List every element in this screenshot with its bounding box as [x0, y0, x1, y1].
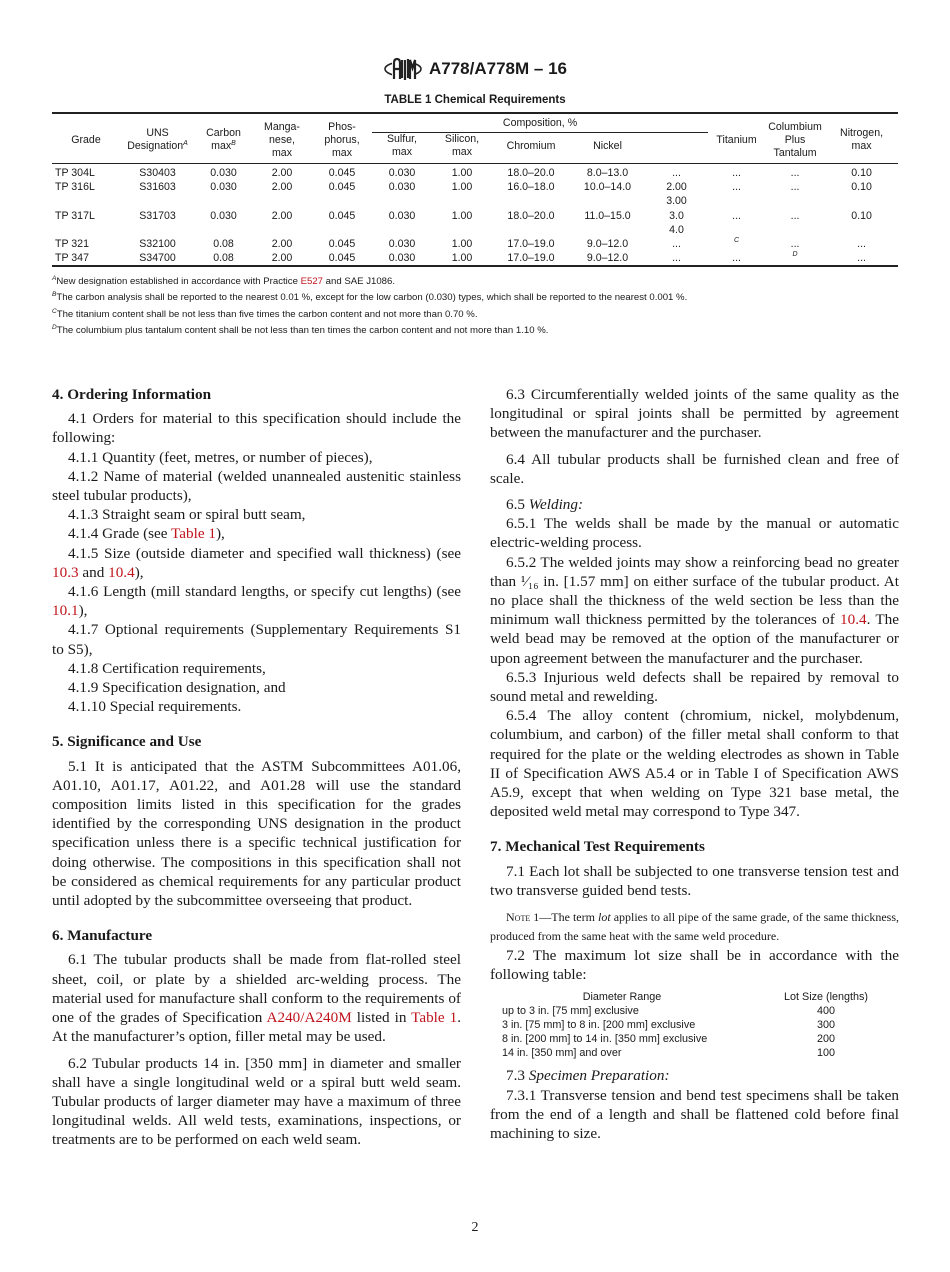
text-run: ),: [134, 563, 144, 581]
page-number: 2: [471, 1220, 479, 1235]
table-cell: 1.00: [451, 181, 473, 194]
diameter-range: 14 in. [350 mm] and over: [502, 1047, 622, 1060]
table-cell: 0.08: [213, 238, 234, 251]
text-run: and: [78, 563, 109, 581]
table-cell: 1.00: [451, 209, 473, 222]
text-run: 4.1.3 Straight seam or spiral butt seam,: [68, 506, 306, 524]
text-run: 4. Ordering Information: [52, 386, 212, 403]
table-cell: S31703: [139, 209, 176, 222]
paragraph: [490, 668, 899, 706]
section-heading: [52, 385, 461, 404]
table-cell: 0.030: [388, 252, 416, 265]
column-header-label: Manga- nese, max: [264, 120, 300, 159]
diameter-range: 3 in. [75 mm] to 8 in. [200 mm] exclusive: [502, 1019, 696, 1032]
paragraph: [490, 553, 899, 668]
cross-reference-link[interactable]: Table 1: [411, 1009, 458, 1027]
table-row: [52, 237, 898, 251]
table-cell: 2.00: [271, 238, 293, 251]
column-header-label: Titanium: [716, 133, 757, 146]
text-run: 7. Mechanical Test Requirements: [490, 838, 705, 856]
text-run: —The term: [539, 910, 598, 925]
text-run: 7.3.1 Transverse tension and bend test specimens shall be taken from the end of a length and shall be flattened cold before final machining to size.: [490, 1086, 899, 1143]
column-header: Diameter Range: [582, 991, 662, 1004]
column-header: [372, 133, 432, 164]
section-heading: [52, 926, 461, 945]
text-run: 6.5.3 Injurious weld defects shall be repaired by removal to sound metal and rewelding.: [490, 668, 899, 706]
paragraph: [52, 678, 461, 697]
table-cell: 0.045: [328, 252, 356, 265]
text-run: 4.1.8 Certification requirements,: [68, 659, 266, 677]
footnote-marker: A: [183, 140, 188, 147]
lot-size: 100: [816, 1047, 835, 1060]
table-cell: 0.10: [851, 181, 872, 194]
column-header: [120, 113, 195, 164]
table-cell: 8.0–13.0: [586, 167, 629, 179]
lot-table-row: [502, 1004, 890, 1018]
table-cell: S31603: [139, 181, 176, 194]
text-run: listed in: [351, 1009, 412, 1027]
text-run: The columbium plus tantalum content shall be not less than ten times the carbon content and not more than 1.10 %.: [56, 325, 549, 337]
paragraph: [490, 495, 899, 514]
text-run: 5.1 It is anticipated that the ASTM Subcommittees A01.06, A01.10, A01.17, A01.22, and A01.28 will use the standard composition limits listed in this specification for the grades identified by the corresponding UNS designation in the product specification unless there is a specific technical justification for doing otherwise. The compositions in this specification shall not be considered as chemical requirements for any particular product until adopted by the subcommittee overseeing that product.: [52, 757, 461, 910]
document-designation: A778/A778M – 16: [429, 59, 567, 78]
paragraph: [490, 385, 899, 443]
text-run: The titanium content shall be not less than five times the carbon content and not more than 0.70 %.: [56, 309, 478, 321]
table-cell: 0.030: [388, 209, 416, 222]
table-cell: 2.00 3.00: [666, 181, 687, 208]
table-row: [52, 251, 898, 266]
table-cell: 17.0–19.0: [507, 238, 555, 251]
table-cell: 0.030: [388, 238, 416, 251]
table-cell: TP 347: [55, 252, 89, 265]
text-run: 4.1.2 Name of material (welded unannealed austenitic stainless steel tubular products),: [52, 467, 461, 505]
footnote-marker: D: [792, 251, 798, 259]
column-header: [825, 113, 898, 164]
table-cell: ...: [790, 209, 800, 222]
lot-size: 200: [816, 1033, 835, 1046]
cross-reference-link[interactable]: E527: [300, 276, 323, 288]
cross-reference-link[interactable]: 10.3: [52, 563, 79, 581]
table-cell: 0.030: [210, 181, 237, 194]
column-header-label: Nickel: [593, 139, 622, 152]
lot-size: 300: [816, 1019, 835, 1032]
table-cell: ...: [790, 167, 800, 179]
text-run: 6.5.2 The welded joints may show a reinforcing bead no greater than ¹⁄₁₆ in. [1.57 mm] on either surface of the tubular product. At no place shall the thickness of the weld section be less than the minimum wall thickness permitted by the tolerances of: [490, 553, 899, 629]
italic-text: Specimen Preparation:: [528, 1067, 670, 1085]
section-heading: [490, 837, 899, 856]
text-run: The carbon analysis shall be reported to the nearest 0.01 %, except for the low carbon (0.030) types, which shall be reported to the nearest 0.001 %.: [56, 292, 688, 304]
table-cell: 17.0–19.0: [507, 252, 555, 265]
text-run: 6. Manufacture: [52, 927, 153, 945]
text-run: 6.2 Tubular products 14 in. [350 mm] in diameter and smaller shall have a single longitudinal weld or a spiral butt weld seam. Tubular products of larger diameter may have a maximum of three longitudinal welds. All weld tests, examinations, inspections, or treatments are to be performed on each weld seam.: [52, 1054, 461, 1149]
footnote: [52, 288, 898, 304]
paragraph: [490, 1066, 899, 1085]
text-run: ),: [215, 525, 225, 543]
paragraph: [490, 1086, 899, 1144]
text-run: 7.2 The maximum lot size shall be in accordance with the following table:: [490, 947, 899, 984]
lot-table-header: [502, 990, 890, 1004]
paragraph: [52, 757, 461, 911]
text-run: and SAE J1086.: [323, 276, 396, 288]
cross-reference-link[interactable]: A240/A240M: [266, 1009, 352, 1027]
diameter-range: up to 3 in. [75 mm] exclusive: [502, 1005, 639, 1018]
column-header-label: Phos- phorus, max: [324, 120, 360, 159]
text-run: . At the manufacturer’s option, filler metal may be used.: [52, 1009, 461, 1046]
table-cell: ...: [857, 238, 866, 251]
table-cell: 9.0–12.0: [586, 238, 629, 251]
text-run: 4.1.6 Length (mill standard lengths, or specify cut lengths) (see: [68, 583, 461, 601]
table-footnotes: [52, 272, 898, 338]
table-cell: 10.0–14.0: [583, 181, 632, 194]
column-header: [492, 133, 570, 164]
note-label: Note 1: [506, 910, 540, 925]
lot-size: 400: [816, 1005, 835, 1018]
chemical-requirements-table: [52, 112, 898, 267]
table-cell: 0.045: [328, 167, 356, 179]
footnote-marker: B: [52, 291, 57, 299]
table-cell: 3.0 4.0: [669, 209, 684, 236]
cross-reference-link[interactable]: 10.4: [108, 563, 135, 581]
table-cell: ...: [672, 252, 681, 265]
text-run: 6.3 Circumferentially welded joints of the same quality as the longitudinal or spiral joints shall be permitted by agreement between the manufacturer and the purchaser.: [490, 386, 899, 442]
text-run: 4.1.9 Specification designation, and: [68, 679, 286, 697]
text-run: 4.1.4 Grade (see: [68, 525, 172, 543]
table-cell: ...: [857, 252, 866, 265]
table-row: [52, 164, 898, 181]
paragraph: [52, 659, 461, 678]
lot-size-table: [502, 990, 890, 1060]
composition-group-header: Composition, %: [372, 113, 708, 133]
paragraph: [52, 950, 461, 1046]
left-column: [52, 385, 461, 1150]
table-title: TABLE 1 Chemical Requirements: [384, 94, 566, 106]
paragraph: [52, 448, 461, 467]
text-run: 5. Significance and Use: [52, 733, 202, 751]
cross-reference-link[interactable]: 10.4: [840, 611, 867, 629]
column-header-label: Silicon, max: [444, 133, 480, 158]
footnote: [52, 321, 898, 337]
text-run: 6.5.4 The alloy content (chromium, nickel, molybdenum, columbium, and carbon) of the filler metal shall conform to that required for the plate or the welding electrodes as shown in Table II of Specification AWS A5.4 or in Table I of Specification AWS A5.9, except that when welding on Type 321 base metal, the deposited weld metal may correspond to Type 347.: [490, 707, 899, 821]
table-row: [52, 180, 898, 208]
paragraph: [52, 467, 461, 505]
lot-table-row: [502, 1018, 890, 1032]
text-run: 7.1 Each lot shall be subjected to one transverse tension test and two transverse guided bend tests.: [490, 862, 899, 899]
table-cell: ...: [732, 167, 741, 179]
text-run: 6.5.1 The welds shall be made by the manual or automatic electric-welding process.: [490, 515, 899, 552]
table-cell: ...: [672, 238, 681, 251]
table-cell: 2.00: [271, 209, 293, 222]
table-cell: ...: [790, 181, 800, 194]
column-header-label: Grade: [71, 133, 101, 146]
paragraph: [52, 505, 461, 524]
footnote: [52, 305, 898, 321]
page-header: [0, 56, 950, 82]
column-header: [645, 133, 708, 164]
column-header-label: Columbium Plus Tantalum: [768, 120, 822, 159]
table-cell: 16.0–18.0: [507, 181, 555, 194]
paragraph: [52, 697, 461, 716]
text-run: applies to all pipe of the same grade, of the same thickness, produced from the same heat with the same weld procedure.: [490, 910, 899, 944]
footnote-marker: B: [231, 140, 236, 147]
paragraph: [52, 1054, 461, 1150]
italic-text: Welding:: [528, 496, 584, 514]
note: [490, 908, 899, 946]
column-header-label: Chromium: [506, 139, 556, 152]
diameter-range: 8 in. [200 mm] to 14 in. [350 mm] exclusive: [502, 1033, 708, 1046]
table-cell: 2.00: [271, 181, 293, 194]
table-cell: ...: [672, 167, 681, 179]
paragraph: [52, 524, 461, 543]
column-header: [312, 113, 372, 164]
column-header: [252, 113, 312, 164]
table-cell: 2.00: [271, 167, 293, 179]
table-cell: 1.00: [451, 252, 473, 265]
lot-table-row: [502, 1032, 890, 1046]
column-header: [52, 113, 120, 164]
paragraph: [52, 582, 461, 620]
astm-logo-icon: [383, 56, 423, 82]
table-cell: 0.045: [328, 209, 356, 222]
table-cell: ...: [732, 181, 741, 194]
text-run: 4.1.5 Size (outside diameter and specified wall thickness) (see: [68, 544, 461, 562]
table-cell: TP 321: [55, 238, 89, 251]
column-header: [195, 113, 252, 164]
column-header: [765, 113, 825, 164]
text-run: ),: [78, 602, 88, 620]
column-header: [708, 113, 765, 164]
footnote-marker: D: [52, 324, 57, 332]
table-cell: 0.030: [388, 181, 416, 194]
column-header: Lot Size (lengths): [783, 991, 869, 1004]
column-header-label: UNS Designation: [127, 127, 184, 152]
table-cell: S32100: [139, 238, 176, 251]
table-cell: 0.045: [328, 238, 356, 251]
paragraph: [52, 544, 461, 582]
table-cell: S34700: [139, 252, 176, 265]
table-row: [52, 209, 898, 237]
table-cell: 0.10: [851, 209, 872, 222]
table-cell: 0.08: [213, 252, 234, 265]
section-heading: [52, 732, 461, 751]
text-run: 7.3: [506, 1067, 529, 1085]
table-cell: 18.0–20.0: [507, 167, 555, 179]
italic-text: lot: [597, 910, 611, 925]
text-run: 6.4 All tubular products shall be furnished clean and free of scale.: [490, 450, 899, 487]
paragraph: [490, 450, 899, 488]
column-header-label: Nitrogen, max: [840, 127, 884, 152]
footnote: [52, 272, 898, 288]
table-cell: 1.00: [451, 238, 473, 251]
text-run: 4.1 Orders for material to this specification should include the following:: [52, 410, 461, 447]
paragraph: [52, 409, 461, 447]
text-run: 6.1 The tubular products shall be made from flat-rolled steel sheet, coil, or plate by a shielded arc-welding process. The material used for manufacture shall conform to the requirements of one of the grades of Specification: [52, 951, 461, 1027]
paragraph: [490, 946, 899, 984]
table-cell: 0.045: [328, 181, 356, 194]
footnote-marker: C: [52, 307, 57, 315]
column-header: [432, 133, 492, 164]
text-run: . The weld bead may be removed at the option of the manufacturer or upon agreement between the manufacturer and the purchaser.: [490, 611, 899, 667]
lot-table-row: [502, 1046, 890, 1060]
table-cell: 0.030: [210, 167, 237, 179]
text-run: 4.1.1 Quantity (feet, metres, or number of pieces),: [68, 448, 373, 466]
table-cell: [765, 251, 825, 266]
table-cell: S30403: [139, 167, 176, 179]
table-cell: TP 316L: [55, 181, 95, 194]
table-cell: 0.030: [388, 167, 416, 179]
text-run: 4.1.7 Optional requirements (Supplementary Requirements S1 to S5),: [52, 621, 461, 658]
table-cell: 0.10: [851, 167, 872, 179]
table-cell: 0.030: [210, 209, 237, 222]
text-run: 6.5: [506, 496, 529, 514]
paragraph: [52, 620, 461, 658]
table-cell: ...: [790, 238, 800, 251]
table-cell: 18.0–20.0: [507, 209, 555, 222]
paragraph: [490, 514, 899, 552]
paragraph: [490, 862, 899, 900]
table-cell: 9.0–12.0: [586, 252, 629, 265]
right-column: [490, 385, 899, 1143]
footnote-marker: C: [734, 237, 740, 245]
cross-reference-link[interactable]: Table 1: [171, 525, 216, 543]
table-cell: 11.0–15.0: [584, 209, 631, 222]
text-run: 4.1.10 Special requirements.: [68, 698, 242, 716]
cross-reference-link[interactable]: 10.1: [52, 602, 79, 620]
text-run: New designation established in accordance with Practice: [56, 276, 301, 288]
column-header-label: Sulfur, max: [386, 133, 418, 158]
table-cell: ...: [732, 252, 741, 265]
table-cell: TP 317L: [55, 209, 95, 222]
table-cell: [708, 237, 765, 251]
footnote-marker: A: [52, 275, 57, 282]
column-header: [570, 133, 645, 164]
table-cell: 2.00: [271, 252, 293, 265]
paragraph: [490, 706, 899, 821]
table-cell: TP 304L: [55, 167, 95, 179]
column-header-label: Carbon max: [206, 127, 241, 152]
table-cell: 1.00: [451, 167, 473, 179]
table-cell: ...: [732, 209, 741, 222]
